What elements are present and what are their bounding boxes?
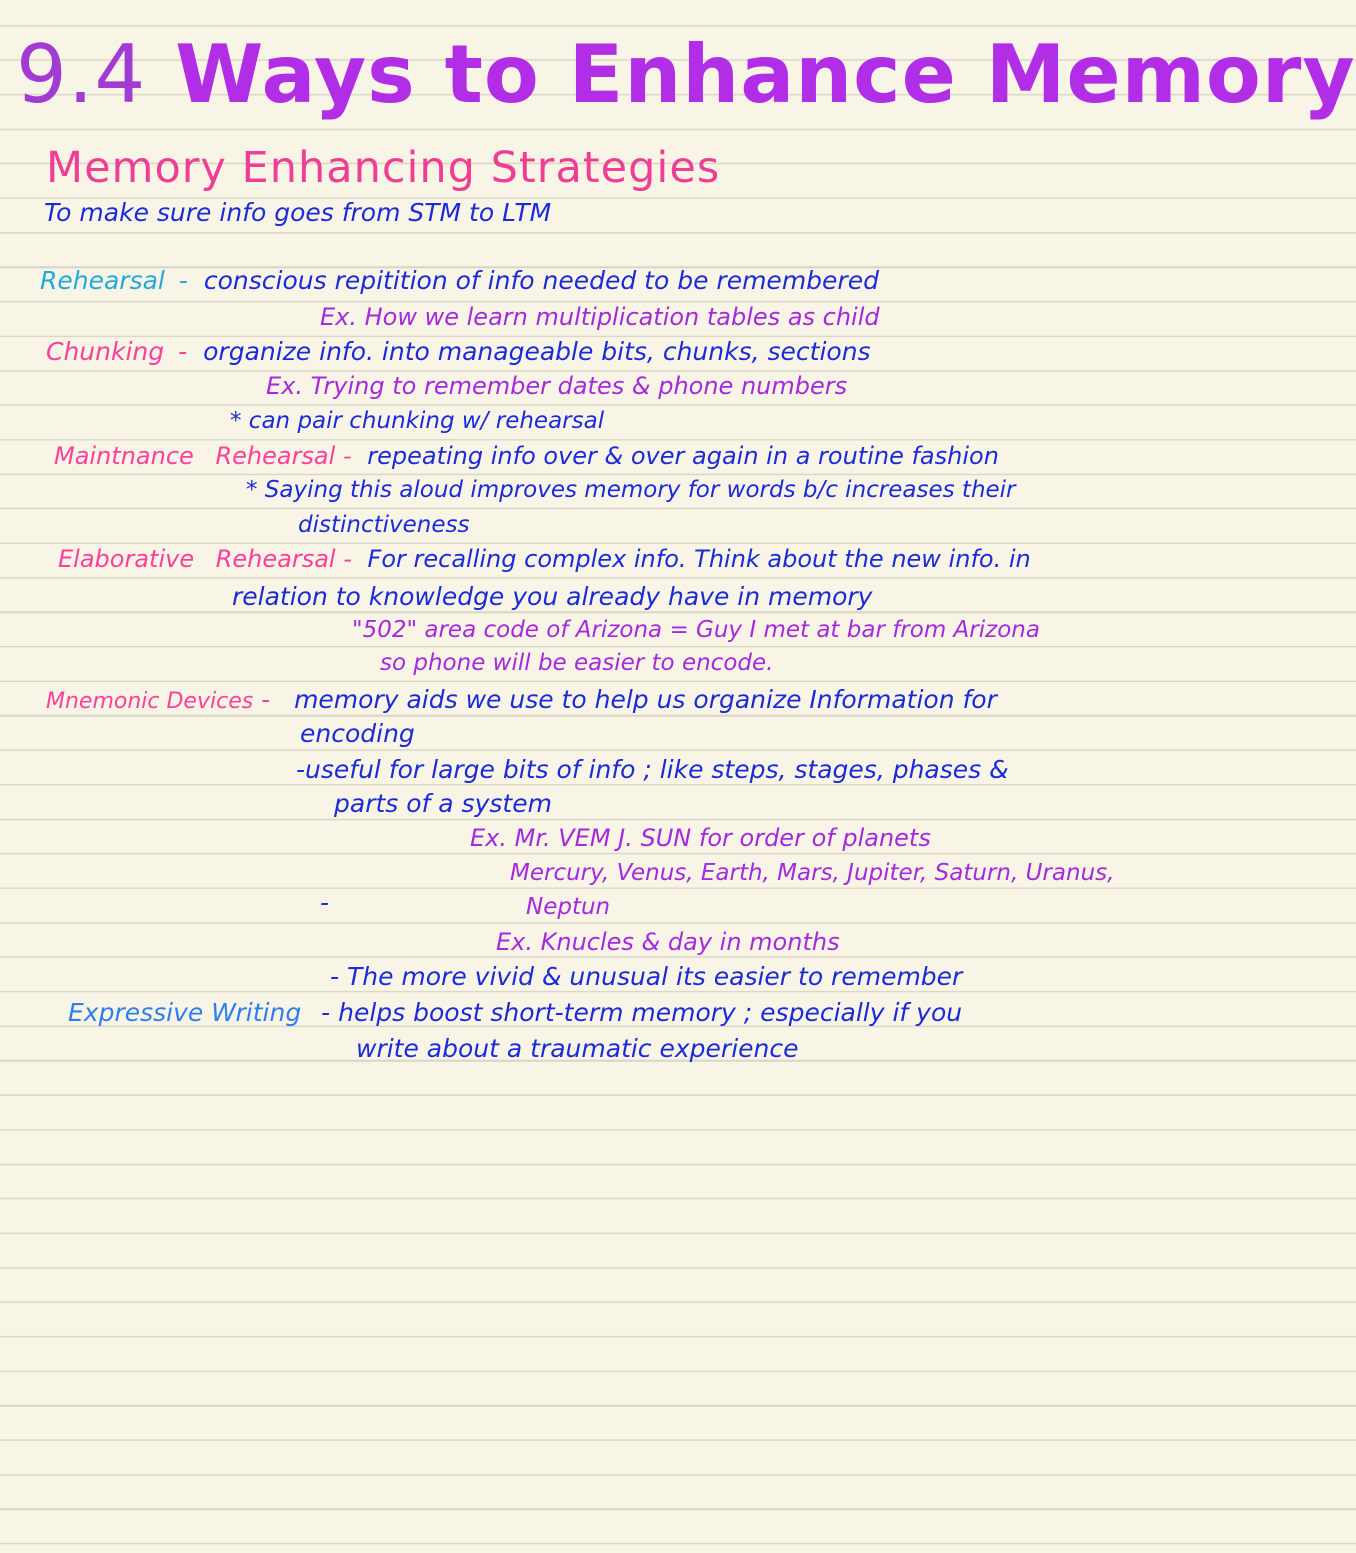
mnemonic-row bbox=[46, 685, 997, 714]
elaborative-example-line2: so phone will be easier to encode. bbox=[380, 650, 774, 676]
planets-line1: Mercury, Venus, Earth, Mars, Jupiter, Saturn, Uranus, bbox=[510, 860, 1115, 886]
mnemonic-useful-line1: -useful for large bits of info ; like steps, stages, phases & bbox=[296, 755, 1009, 784]
expressive-row bbox=[68, 998, 962, 1027]
title-text: Ways to Enhance Memory bbox=[175, 28, 1356, 121]
rehearsal-term: Rehearsal bbox=[40, 266, 165, 295]
chunking-example: Ex. Trying to remember dates & phone numbers bbox=[266, 372, 848, 400]
mnemonic-term: Mnemonic Devices bbox=[46, 689, 254, 714]
chunking-definition: organize info. into manageable bits, chunks, sections bbox=[203, 337, 871, 366]
maintenance-note-line1: * Saying this aloud improves memory for words b/c increases their bbox=[246, 477, 1016, 503]
chunking-term: Chunking bbox=[46, 337, 165, 366]
elaborative-definition-line1: For recalling complex info. Think about the new info. in bbox=[367, 545, 1031, 573]
maintenance-dash: - bbox=[335, 442, 352, 470]
mnemonic-tip: - The more vivid & unusual its easier to remember bbox=[330, 962, 963, 991]
intro-line: To make sure info goes from STM to LTM bbox=[44, 198, 552, 227]
elaborative-term-a: Elaborative bbox=[58, 545, 195, 573]
rehearsal-definition: conscious repitition of info needed to be remembered bbox=[203, 266, 879, 295]
maintenance-note-line2: distinctiveness bbox=[298, 512, 470, 538]
maintenance-term-a: Maintnance bbox=[54, 442, 194, 470]
maintenance-term-b: Rehearsal bbox=[215, 442, 336, 470]
page-title bbox=[16, 28, 1356, 121]
expressive-definition-line2: write about a traumatic experience bbox=[356, 1034, 799, 1063]
maintenance-row bbox=[54, 442, 999, 470]
maintenance-definition: repeating info over & over again in a routine fashion bbox=[367, 442, 999, 470]
expressive-definition-line1: - helps boost short-term memory ; especially if you bbox=[321, 998, 963, 1027]
rehearsal-example: Ex. How we learn multiplication tables as child bbox=[320, 303, 880, 331]
chunking-row bbox=[46, 337, 871, 366]
stray-dash: - bbox=[320, 888, 330, 917]
planets-line2: Neptun bbox=[526, 894, 611, 920]
mnemonic-example1: Ex. Mr. VEM J. SUN for order of planets bbox=[470, 824, 931, 852]
subtitle: Memory Enhancing Strategies bbox=[46, 143, 721, 193]
mnemonic-example2: Ex. Knucles & day in months bbox=[496, 928, 840, 956]
rehearsal-row bbox=[40, 266, 879, 295]
elaborative-row bbox=[58, 545, 1031, 573]
mnemonic-definition-line2: encoding bbox=[300, 719, 415, 748]
elaborative-term-b: Rehearsal bbox=[215, 545, 336, 573]
elaborative-dash: - bbox=[335, 545, 352, 573]
elaborative-definition-line2: relation to knowledge you already have in memory bbox=[232, 582, 873, 611]
section-number: 9.4 bbox=[16, 28, 147, 121]
mnemonic-dash: - bbox=[253, 685, 279, 714]
mnemonic-definition-line1: memory aids we use to help us organize Information for bbox=[294, 685, 997, 714]
chunking-note: * can pair chunking w/ rehearsal bbox=[230, 408, 605, 434]
elaborative-example-line1: "502" area code of Arizona = Guy I met at bar from Arizona bbox=[352, 617, 1040, 643]
mnemonic-useful-line2: parts of a system bbox=[334, 789, 552, 818]
chunking-dash: - bbox=[178, 337, 188, 366]
expressive-term: Expressive Writing bbox=[68, 998, 302, 1027]
rehearsal-dash: - bbox=[178, 266, 188, 295]
